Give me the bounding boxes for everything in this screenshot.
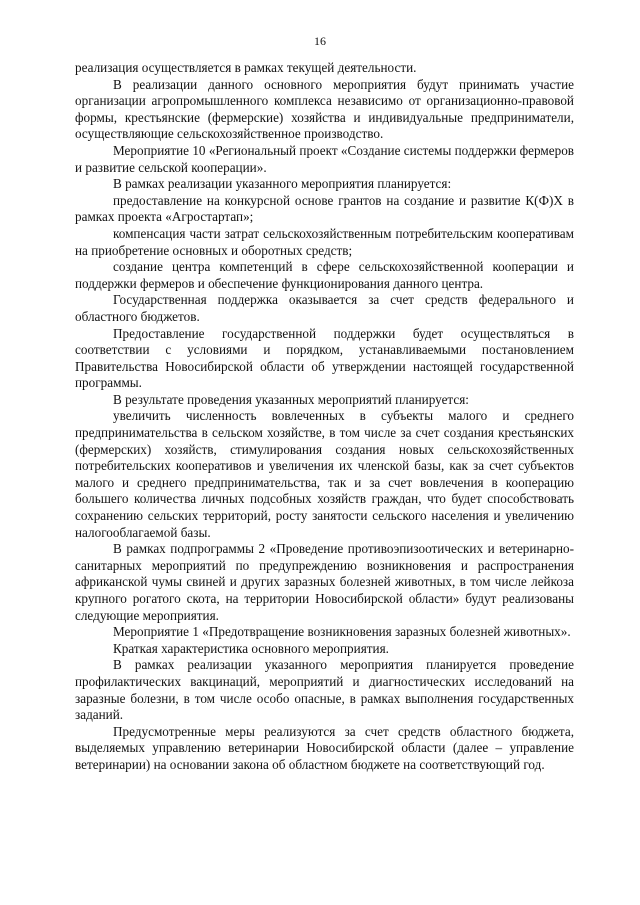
paragraph: Предоставление государственной поддержки будет осуществляться в соответствии с условиями и порядком, устанавливаемыми постановлением Правительства Новосибирской области об утверждении настоящей государственной программы. (75, 325, 574, 391)
paragraph: В реализации данного основного мероприятия будут принимать участие организации агропромышленного комплекса независимо от организационно-правовой формы, крестьянские (фермерские) хозяйства и индивидуальные предприниматели, осуществляющие сельскохозяйственное производство. (75, 76, 574, 142)
paragraph: Государственная поддержка оказывается за счет средств федерального и областного бюджетов. (75, 292, 574, 324)
paragraph: В рамках реализации указанного мероприятия планируется: (113, 176, 452, 192)
paragraph: предоставление на конкурсной основе грантов на создание и развитие К(Ф)Х в рамках проекта «Агростартап»; (75, 192, 574, 225)
paragraph: компенсация части затрат сельскохозяйственным потребительским кооперативам на приобретение основных и оборотных средств; (75, 225, 574, 258)
paragraph: увеличить численность вовлеченных в субъекты малого и среднего предпринимательства в сельском хозяйстве, в том числе за счет создания крестьянских (фермерских) хозяйств, стимулирования создания новых сельскохозяйственных потребительских кооперативов и увеличения их членской базы, как за счет субъектов малого и среднего предпринимательства, так и за счет вовлечения в кооперацию большего количества личных подсобных хозяйств граждан, что будет способствовать сохранению сельских территорий, росту занятости сельского населения и увеличению налогооблагаемой базы. (75, 408, 574, 540)
paragraph: Предусмотренные меры реализуются за счет средств областного бюджета, выделяемых управлению ветеринарии Новосибирской области (далее – управление ветеринарии) на основании закона об областном бюджете на соответствующий год. (75, 723, 574, 772)
paragraph: создание центра компетенций в сфере сельскохозяйственной кооперации и поддержки фермеров и обеспечение функционирования данного центра. (75, 259, 574, 291)
paragraph: В рамках реализации указанного мероприятия планируется проведение профилактических вакцинаций, мероприятий и диагностических исследований на заразные болезни, в том числе особо опасные, в рамках выполнения государственных заданий. (75, 657, 574, 723)
paragraph: Мероприятие 10 «Региональный проект «Создание системы поддержки фермеров и развитие сельской кооперации». (75, 142, 575, 175)
paragraph: Мероприятие 1 «Предотвращение возникновения заразных болезней животных». (113, 624, 571, 640)
page-number: 16 (314, 34, 326, 48)
paragraph: В результате проведения указанных мероприятий планируется: (113, 391, 469, 407)
paragraph: В рамках подпрограммы 2 «Проведение противоэпизоотических и ветеринарно-санитарных мероприятий по предупреждению возникновения и распространения африканской чумы свиней и других заразных болезней животных, в том числе лейкоза крупного рогатого скота, на территории Новосибирской области» будут реализованы следующие мероприятия. (75, 541, 574, 623)
body-text (75, 60, 574, 774)
paragraph: Краткая характеристика основного мероприятия. (113, 640, 389, 656)
paragraph: реализация осуществляется в рамках текущей деятельности. (75, 60, 417, 75)
